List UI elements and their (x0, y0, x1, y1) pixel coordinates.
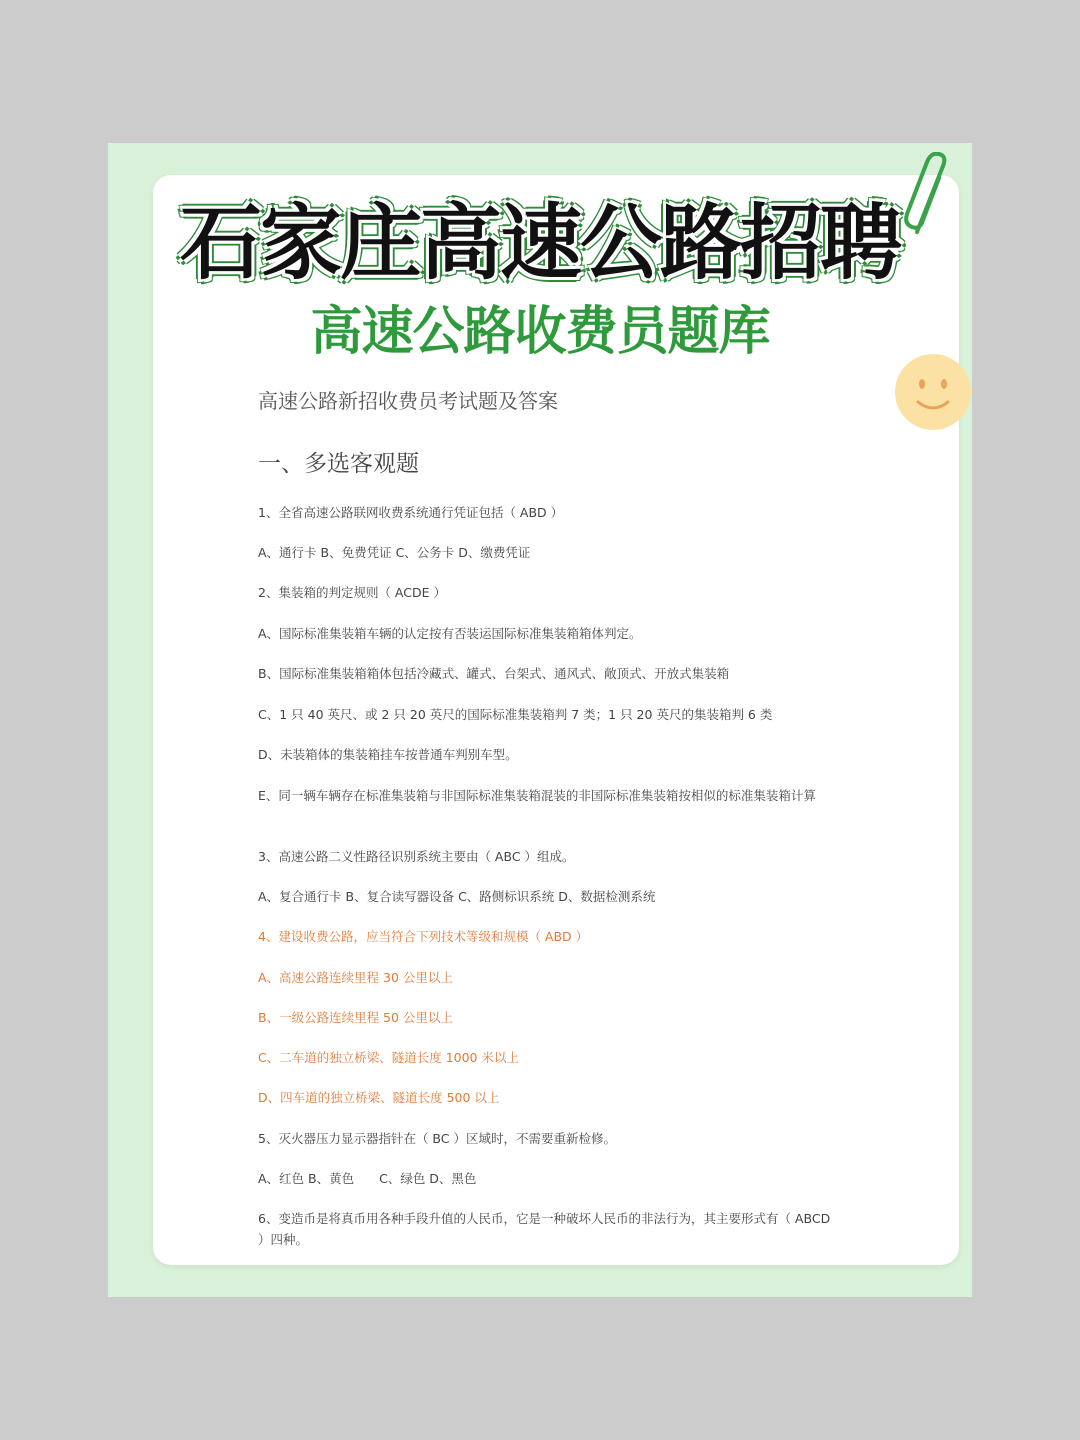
highlighted-option-line: A、高速公路连续里程 30 公里以上 (258, 970, 453, 985)
question-line: 6、变造币是将真币用各种手段升值的人民币，它是一种破坏人民币的非法行为，其主要形式有（ ABCD ）四种。 (258, 1211, 831, 1247)
poster-subtitle: 高速公路收费员题库 (310, 302, 770, 362)
option-line: A、复合通行卡 B、复合读写器设备 C、路侧标识系统 D、数据检测系统 (258, 889, 656, 904)
section-title: 一、多选客观题 (258, 451, 419, 477)
option-line: A、通行卡 B、免费凭证 C、公务卡 D、缴费凭证 (258, 545, 531, 560)
question-line: 2、集装箱的判定规则（ ACDE ） (258, 585, 446, 600)
highlighted-option-line: C、二车道的独立桥梁、隧道长度 1000 米以上 (258, 1050, 519, 1065)
highlighted-option-line: D、四车道的独立桥梁、隧道长度 500 以上 (258, 1090, 500, 1105)
option-line: C、1 只 40 英尺、或 2 只 20 英尺的国际标准集装箱判 7 类；1 只 20 英尺的集装箱判 6 类 (258, 707, 773, 722)
paperclip-icon (903, 152, 953, 240)
question-line: 3、高速公路二义性路径识别系统主要由（ ABC ）组成。 (258, 849, 575, 864)
highlighted-question-line: 4、建设收费公路，应当符合下列技术等级和规模（ ABD ） (258, 929, 589, 944)
document-heading: 高速公路新招收费员考试题及答案 (258, 389, 558, 413)
question-line: 1、全省高速公路联网收费系统通行凭证包括（ ABD ） (258, 505, 564, 520)
highlighted-option-line: B、一级公路连续里程 50 公里以上 (258, 1010, 453, 1025)
poster-title: 石家庄高速公路招聘 (179, 196, 900, 291)
option-line: A、红色 B、黄色 C、绿色 D、黑色 (258, 1171, 477, 1186)
option-line: A、国际标准集装箱车辆的认定按有否装运国际标准集装箱箱体判定。 (258, 626, 642, 641)
smiley-sticker-icon (893, 352, 973, 432)
option-line: B、国际标准集装箱箱体包括冷藏式、罐式、台架式、通风式、敞顶式、开放式集装箱 (258, 666, 730, 681)
option-line: D、未装箱体的集装箱挂车按普通车判别车型。 (258, 747, 518, 762)
question-line: 5、灭火器压力显示器指针在（ BC ）区域时，不需要重新检修。 (258, 1131, 616, 1146)
option-line: E、同一辆车辆存在标准集装箱与非国际标准集装箱混装的非国际标准集装箱按相似的标准集装箱计算 (258, 788, 816, 803)
